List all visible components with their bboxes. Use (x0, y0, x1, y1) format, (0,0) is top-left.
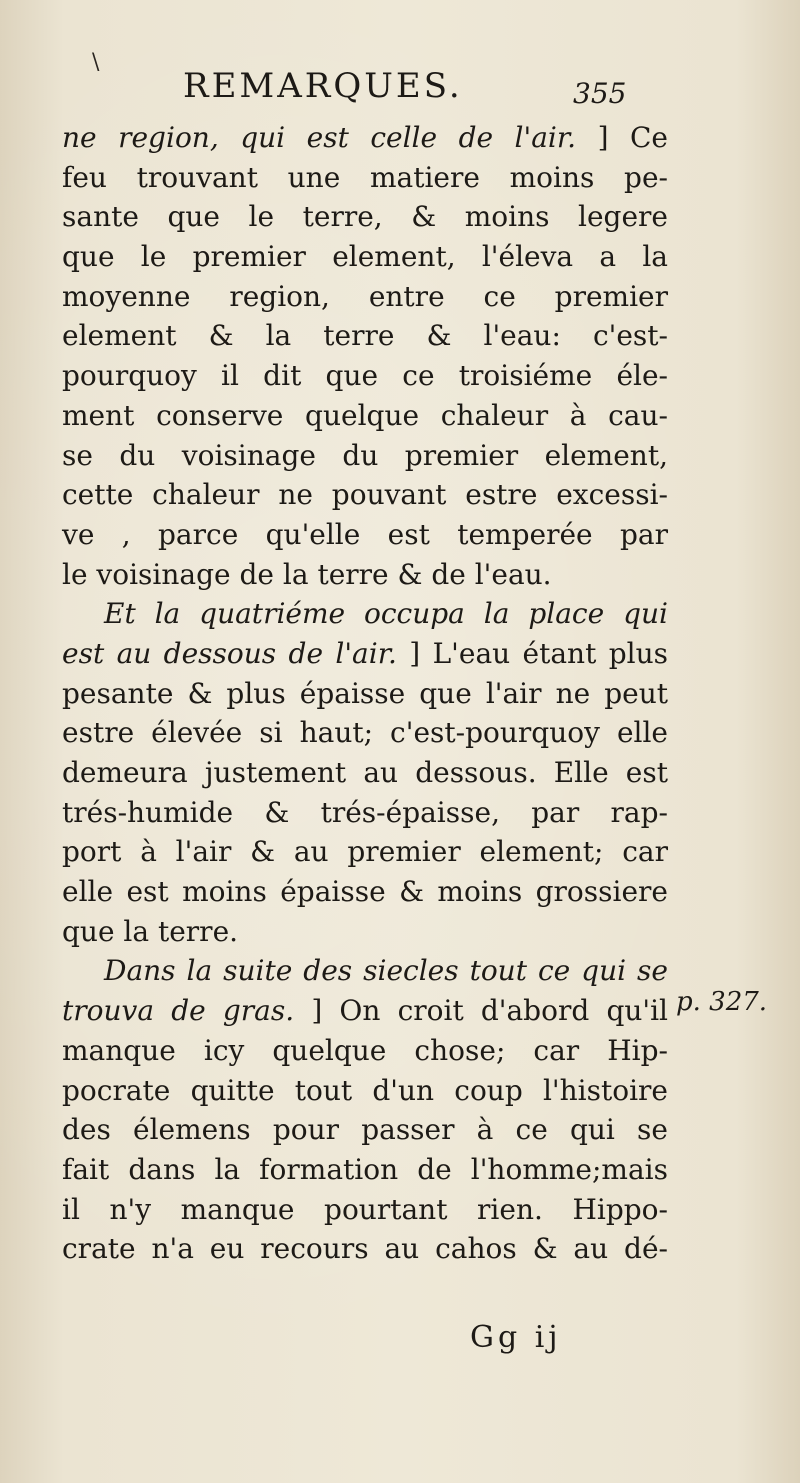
roman-text: pourquoy il dit que ce troisiéme éle- (62, 359, 668, 393)
italic-lemma: est au dessous de l'air. (62, 636, 397, 670)
text-line (62, 555, 668, 595)
roman-text: que le premier element, l'éleva a la (62, 240, 668, 274)
text-line (62, 197, 668, 237)
text-line (62, 396, 668, 436)
roman-text: crate n'a eu recours au cahos & au dé- (62, 1232, 668, 1266)
signature-mark: Gg ij (470, 1320, 562, 1355)
roman-text: ] Ce (576, 121, 668, 154)
text-line (62, 515, 668, 555)
italic-lemma: Et la quatriéme occupa la place qui (104, 597, 668, 631)
roman-text: se du voisinage du premier element, (62, 438, 668, 472)
page-header (183, 66, 663, 116)
roman-text: fait dans la formation de l'homme;mais (62, 1152, 668, 1186)
roman-text: feu trouvant une matiere moins pe- (62, 160, 668, 194)
roman-text: ve , parce qu'elle est temperée par (62, 517, 668, 551)
page-number: 355 (573, 77, 627, 110)
roman-text: elle est moins épaisse & moins grossiere (62, 875, 668, 909)
roman-text: le voisinage de la terre & de l'eau. (62, 557, 552, 591)
italic-lemma: ne region, qui est celle de l'air. (62, 121, 577, 154)
body-text (62, 118, 668, 1269)
italic-lemma: Dans la suite des siecles tout ce qui se (104, 954, 668, 988)
text-line (62, 872, 668, 912)
text-line (62, 912, 668, 952)
text-line (62, 237, 668, 277)
roman-text: trés-humide & trés-épaisse, par rap- (62, 795, 668, 829)
text-line (62, 713, 668, 753)
text-line (62, 674, 668, 714)
roman-text: demeura justement au dessous. Elle est (62, 756, 668, 789)
margin-note: p. 327. (676, 987, 768, 1017)
text-line (62, 753, 668, 793)
text-line (62, 1031, 668, 1071)
roman-text: sante que le terre, & moins legere (62, 200, 668, 234)
text-line (62, 594, 668, 634)
roman-text: des élemens pour passer à ce qui se (62, 1113, 668, 1147)
text-line (62, 277, 668, 317)
italic-lemma: trouva de gras. (62, 994, 295, 1028)
text-line (62, 634, 668, 674)
roman-text: port à l'air & au premier element; car (62, 835, 668, 869)
text-line (62, 356, 668, 396)
roman-text: estre élevée si haut; c'est-pourquoy elle (62, 716, 668, 750)
text-line (62, 475, 668, 515)
text-line (62, 118, 668, 158)
text-line (62, 436, 668, 476)
roman-text: cette chaleur ne pouvant estre excessi- (62, 478, 668, 512)
roman-text: pocrate quitte tout d'un coup l'histoire (62, 1073, 668, 1107)
running-title: REMARQUES. (183, 66, 463, 106)
text-line (62, 793, 668, 833)
text-line (62, 1150, 668, 1190)
stray-mark: \ (92, 50, 100, 75)
text-line (62, 991, 668, 1031)
roman-text: manque icy quelque chose; car Hip- (62, 1033, 668, 1067)
roman-text: moyenne region, entre ce premier (62, 279, 668, 313)
text-line (62, 1229, 668, 1269)
text-line (62, 1110, 668, 1150)
roman-text: pesante & plus épaisse que l'air ne peut (62, 676, 668, 710)
roman-text: ment conserve quelque chaleur à cau- (62, 398, 668, 432)
text-line (62, 316, 668, 356)
text-line (62, 1190, 668, 1230)
text-line (62, 951, 668, 991)
roman-text: ] On croit d'abord qu'il (294, 994, 669, 1028)
roman-text: que la terre. (62, 914, 239, 948)
text-line (62, 832, 668, 872)
roman-text: element & la terre & l'eau: c'est- (62, 319, 668, 353)
roman-text: il n'y manque pourtant rien. Hippo- (62, 1192, 668, 1226)
roman-text: ] L'eau étant plus (396, 636, 668, 670)
text-line (62, 1071, 668, 1111)
text-line (62, 158, 668, 198)
